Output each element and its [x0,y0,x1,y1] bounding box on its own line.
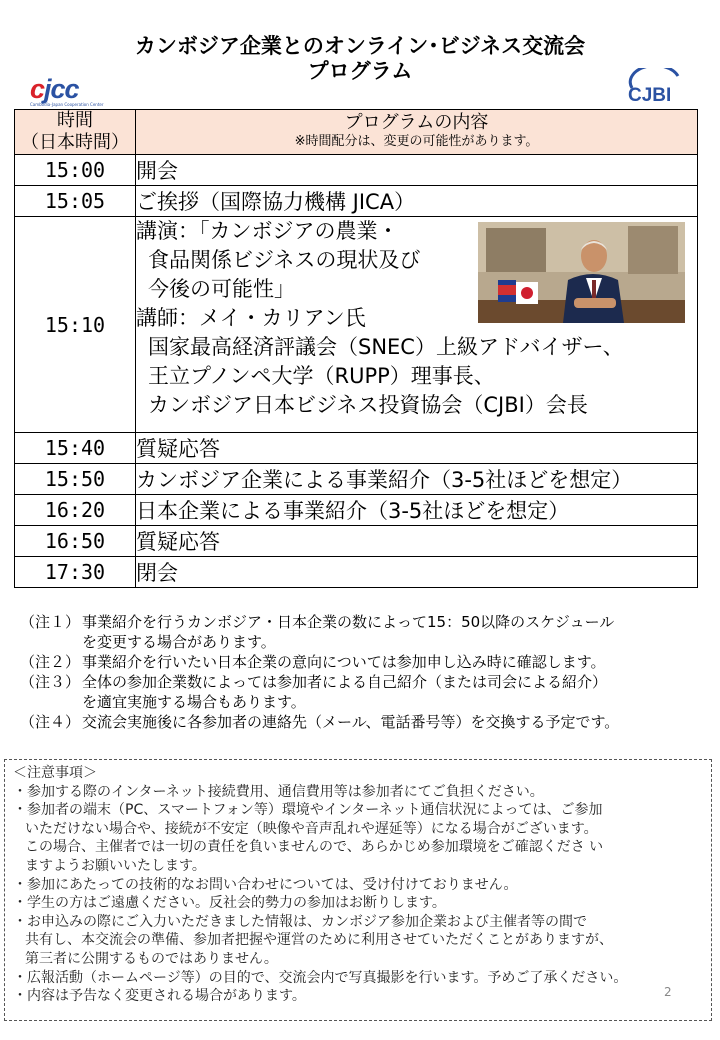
caution-line: 共有し、本交流会の準備、参加者把握や運営のために利用させていただくことがありますが、 [25,932,613,949]
note-text: 全体の参加企業数によっては参加者による自己紹介（または司会による紹介） [82,673,608,691]
note-item [20,672,710,712]
lecturer-title-line: 国家最高経済評議会（SNEC）上級アドバイザー、 [148,335,624,359]
svg-text:CJBI: CJBI [628,85,672,104]
note-label: （注１） [20,613,81,631]
page-title: カンボジア企業とのオンライン･ビジネス交流会 [134,34,586,58]
caution-line: ますようお願いいたします。 [25,857,206,874]
row-time: 16:50 [15,526,136,557]
caution-line: 第三者に公開するものではありません。 [25,950,278,967]
note-text: 交流会実施後に各参加者の連絡先（メール、電話番号等）を交換する予定です。 [82,713,620,731]
row-time: 15:40 [15,433,136,464]
note-label: （注４） [20,713,81,731]
program-table [14,109,698,588]
caution-line: ・参加する際のインターネット接続費用、通信費用等は参加者にてご負担ください。 [13,783,544,800]
note-label: （注２） [20,653,81,671]
note-text: 事業紹介を行うカンボジア・日本企業の数によって15：50以降のスケジュール [82,613,615,631]
row-time: 15:00 [15,155,136,186]
table-row [15,495,698,526]
program-header-note: ※時間配分は、変更の可能性があります。 [294,134,539,149]
row-item: 日本企業による事業紹介（3-5社ほどを想定） [136,495,698,526]
caution-line: ・広報活動（ホームページ等）の目的で、交流会内で写真撮影を行います。予めご了承ください。 [13,969,628,986]
caution-box [4,759,712,1021]
caution-line: いただけない場合や、接続が不安定（映像や音声乱れや遅延等）になる場合がございます。 [25,820,598,837]
row-time: 16:20 [15,495,136,526]
lecturer-title-line: カンボジア日本ビジネス投資協会（CJBI）会長 [148,393,588,417]
table-row [15,526,698,557]
table-header-row [15,110,698,155]
caution-line: ・参加にあたっての技術的なお問い合わせについては、受け付けておりません。 [13,876,518,893]
page-number: 2 [664,985,672,999]
row-item: 開会 [136,155,698,186]
lecture-title-line: 講演：「カンボジアの農業・ [136,219,399,243]
lecturer-name: 講師：メイ・カリアン氏 [136,306,366,330]
program-header [136,110,698,155]
row-time: 17:30 [15,557,136,588]
time-header-sublabel: （日本時間） [21,132,129,153]
caution-line: ・参加者の端末（PC、スマートフォン等）環境やインターネット通信状況によっては、ご参加 [13,802,603,819]
note-text: 事業紹介を行いたい日本企業の意向については参加申し込み時に確認します。 [82,653,606,671]
row-time: 15:05 [15,186,136,217]
note-item [20,612,710,652]
cjcc-logo [30,74,104,107]
table-row [15,464,698,495]
row-time: 15:50 [15,464,136,495]
row-item: カンボジア企業による事業紹介（3-5社ほどを想定） [136,464,698,495]
page-subtitle: プログラム [307,59,413,83]
lecture-title-line: 食品関係ビジネスの現状及び [148,248,421,272]
caution-line: ・お申込みの際にご入力いただきました情報は、カンボジア参加企業および主催者等の間で [13,913,587,930]
lecture-title-line: 今後の可能性」 [148,277,295,301]
caution-line: ・学生の方はご遠慮ください。反社会的勢力の参加はお断りします。 [13,895,446,912]
note-text: を適宜実施する場合もあります。 [82,693,306,711]
time-header [15,110,136,155]
cjcc-logo-subtext: Cambodia-Japan Cooperation Center [30,102,104,107]
row-item: 閉会 [136,557,698,588]
note-item [20,652,710,672]
table-row [15,155,698,186]
note-item [20,712,710,732]
caution-heading: ＜注意事項＞ [13,765,97,781]
caution-line: ・内容は予告なく変更される場合があります。 [13,988,306,1005]
table-row-lecture [15,217,698,433]
row-item: 質疑応答 [136,433,698,464]
cjbi-logo [626,68,684,104]
lecture-cell [136,217,698,433]
caution-line: この場合、主催者では一切の責任を負いませんので、あらかじめ参加環境をご確認くださ い [25,839,604,856]
cjcc-logo-text: cjcc [30,74,79,104]
program-header-label: プログラムの内容 [344,112,489,133]
lecturer-photo [478,222,685,323]
row-item: ご挨拶（国際協力機構 JICA） [136,186,698,217]
note-label: （注３） [20,673,81,691]
row-item: 質疑応答 [136,526,698,557]
table-row [15,557,698,588]
row-time: 15:10 [15,217,136,433]
table-row [15,433,698,464]
time-header-label: 時間 [57,110,93,131]
notes-section [20,612,710,732]
note-text: を変更する場合があります。 [82,633,276,651]
table-row [15,186,698,217]
lecturer-title-line: 王立プノンペ大学（RUPP）理事長、 [148,364,495,388]
